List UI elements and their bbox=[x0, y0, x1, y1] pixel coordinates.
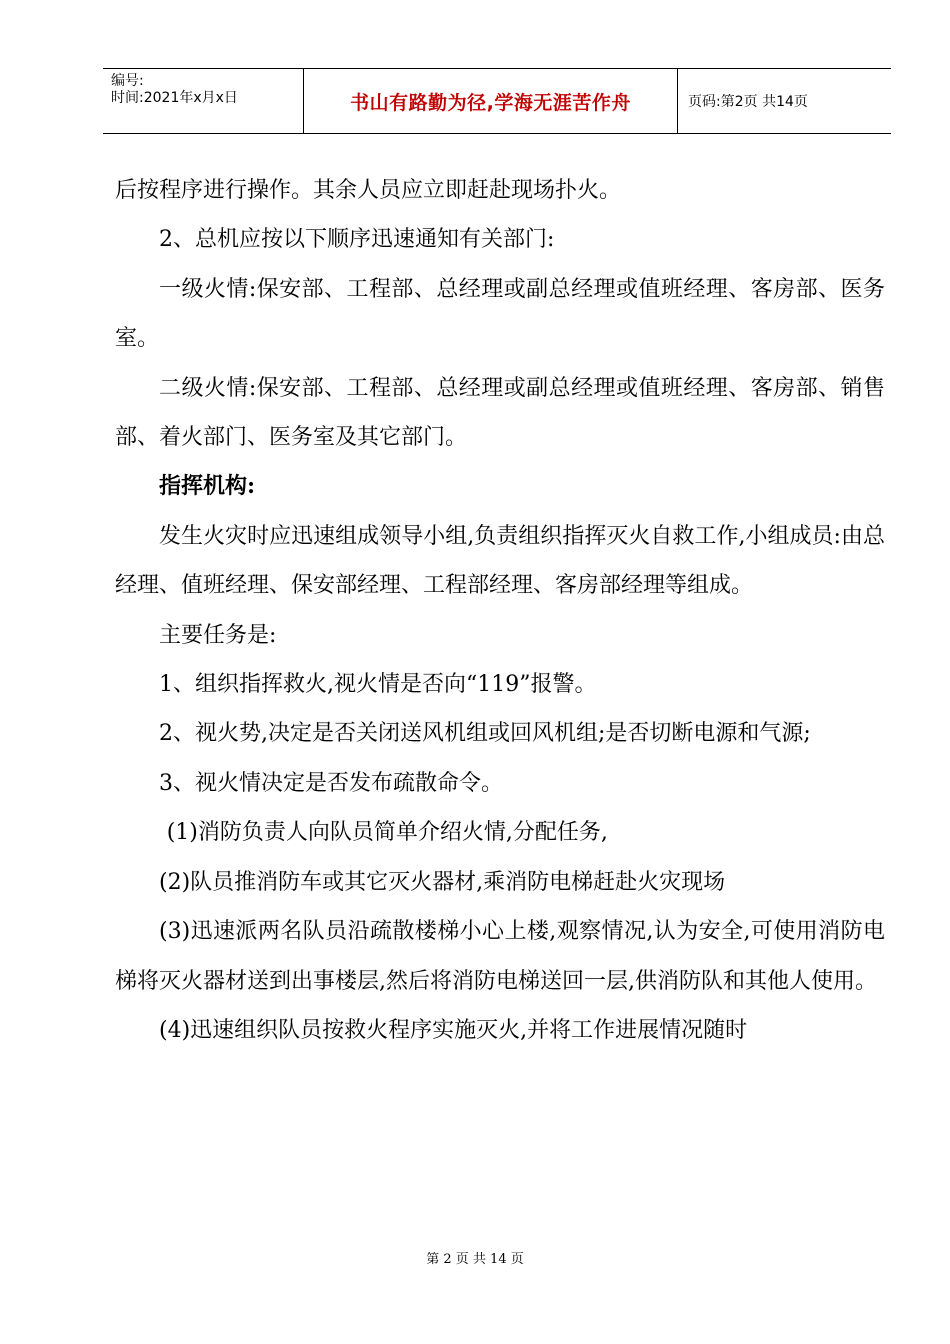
document-date: 时间:2021年x月x日 bbox=[111, 90, 238, 106]
paragraph: 发生火灾时应迅速组成领导小组,负责组织指挥灭火自救工作,小组成员:由总经理、值班经理、保安部经理、工程部经理、客房部经理等组成。 bbox=[115, 523, 885, 599]
header-page-info: 页码:第2页 共14页 bbox=[688, 94, 808, 110]
section-heading: 指挥机构: bbox=[159, 473, 256, 500]
paragraph: (3)迅速派两名队员沿疏散楼梯小心上楼,观察情况,认为安全,可使用消防电梯将灭火器材送到出事楼层,然后将消防电梯送回一层,供消防队和其他人使用。 bbox=[115, 919, 885, 994]
page-header bbox=[103, 68, 891, 134]
header-motto-cell bbox=[304, 69, 678, 133]
header-motto: 书山有路勤为径,学海无涯苦作舟 bbox=[350, 91, 631, 114]
paragraph: 二级火情:保安部、工程部、总经理或副总经理或值班经理、客房部、销售部、着火部门、医务室及其它部门。 bbox=[115, 375, 885, 451]
document-body bbox=[115, 166, 885, 1055]
header-meta-cell bbox=[103, 69, 304, 133]
paragraph: (4)迅速组织队员按救火程序实施灭火,并将工作进展情况随时 bbox=[159, 1017, 748, 1043]
paragraph: 一级火情:保安部、工程部、总经理或副总经理或值班经理、客房部、医务室。 bbox=[115, 276, 885, 352]
paragraph: 2、总机应按以下顺序迅速通知有关部门: bbox=[159, 227, 555, 253]
paragraph: (1)消防负责人向队员简单介绍火情,分配任务, bbox=[166, 820, 608, 846]
paragraph: (2)队员推消防车或其它灭火器材,乘消防电梯赶赴火灾现场 bbox=[159, 869, 726, 895]
paragraph: 1、组织指挥救火,视火情是否向“119”报警。 bbox=[159, 672, 597, 698]
footer-page-number: 第 2 页 共 14 页 bbox=[426, 1252, 524, 1267]
paragraph: 2、视火势,决定是否关闭送风机组或回风机组;是否切断电源和气源; bbox=[159, 721, 811, 747]
paragraph: 后按程序进行操作。其余人员应立即赶赴现场扑火。 bbox=[115, 178, 622, 203]
document-number-label: 编号: bbox=[111, 73, 144, 89]
paragraph: 3、视火情决定是否发布疏散命令。 bbox=[159, 770, 503, 796]
header-page-cell bbox=[678, 69, 891, 133]
paragraph: 主要任务是: bbox=[159, 622, 277, 648]
page-footer bbox=[0, 1248, 950, 1267]
